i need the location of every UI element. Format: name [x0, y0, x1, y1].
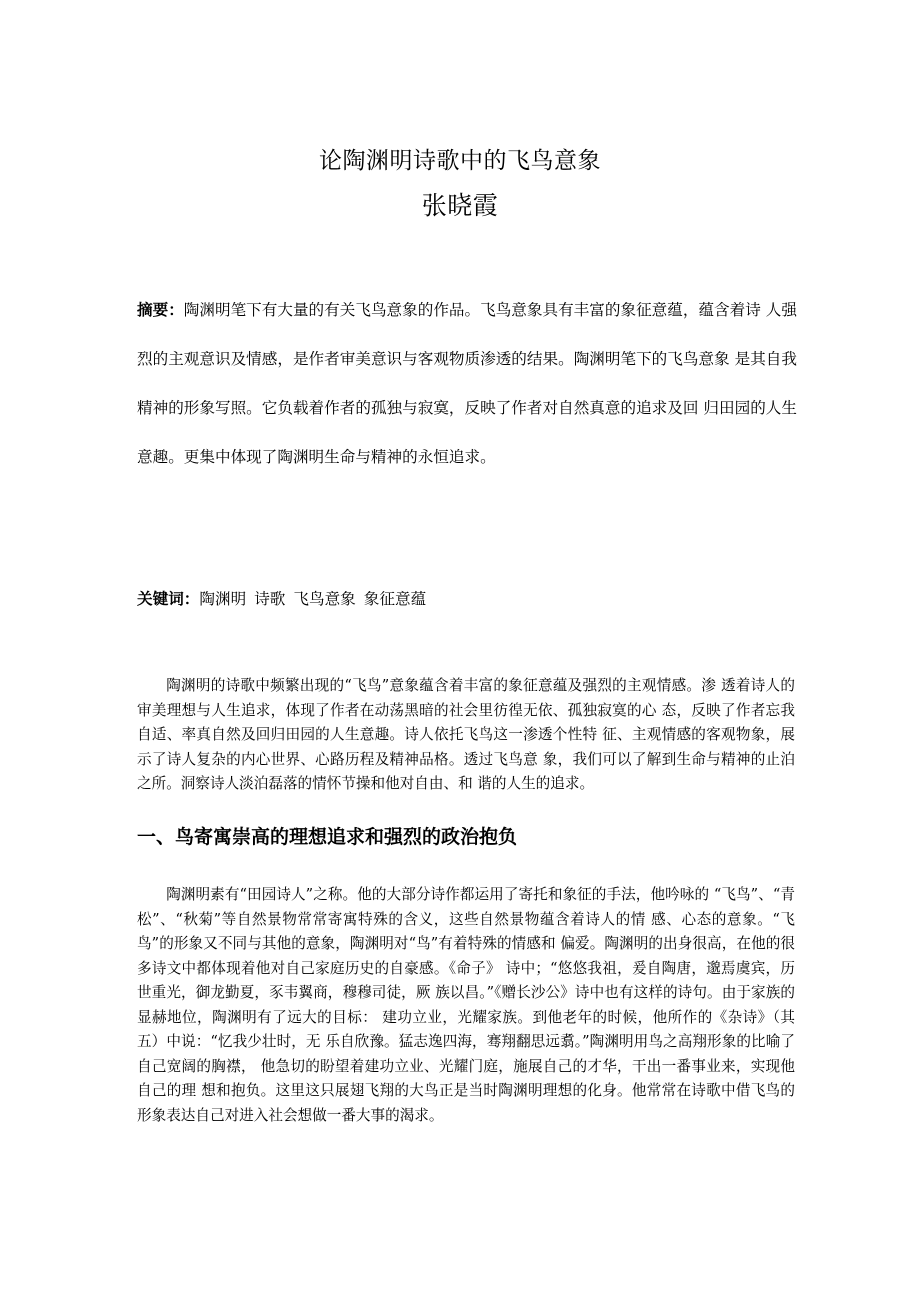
document-author: 张晓霞 — [421, 191, 499, 220]
section-paragraph: 陶渊明素有“田园诗人”之称。他的大部分诗作都运用了寄托和象征的手法，他吟咏的 “飞鸟”、“青松”、“秋菊”等自然景物常常寄寓特殊的含义，这些自然景物蕴含着诗人的情 感、心态的意象。“飞鸟”的形象又不同与其他的意象，陶渊明对“鸟”有着特殊的情感和 偏爱。陶渊明的出身很高，在他的很多诗文中都体现着他对自己家庭历史的自豪感。《命子》 诗中；“悠悠我祖，爰自陶唐，邈焉虞宾，历世重光，御龙勤夏，豕韦翼商，穆穆司徒，厥 族以昌。”《赠长沙公》诗中也有这样的诗句。由于家族的显赫地位，陶渊明有了远大的目标： 建功立业，光耀家族。到他老年的时候，他所作的《杂诗》（其五）中说：“忆我少壮时，无 乐自欣豫。猛志逸四海，骞翔翻思远翥。”陶渊明用鸟之高翔形象的比喻了自己宽阔的胸襟， 他急切的盼望着建功立业、光耀门庭，施展自己的才华，干出一番事业来，实现他自己的理 想和抱负。这里这只展翅飞翔的大鸟正是当时陶渊明理想的化身。他常常在诗歌中借飞鸟的 形象表达自己对进入社会想做一番大事的渴求。 — [137, 886, 795, 1124]
keyword-item: 陶渊明 — [199, 590, 247, 608]
document-title: 论陶渊明诗歌中的飞鸟意象 — [319, 148, 601, 174]
section-heading: 一、鸟寄寓崇高的理想追求和强烈的政治抱负 — [137, 826, 518, 848]
abstract-text: 陶渊明笔下有大量的有关飞鸟意象的作品。飞鸟意象具有丰富的象征意蕴，蕴含着诗 人强烈的主观意识及情感，是作者审美意识与客观物质渗透的结果。陶渊明笔下的飞鸟意象 是其自我精神的形象写照。它负载着作者的孤独与寂寞，反映了作者对自然真意的追求及回 归田园的人生意趣。更集中体现了陶渊明生命与精神的永恒追求。 — [137, 301, 797, 466]
keyword-item: 诗歌 — [254, 590, 286, 608]
intro-paragraph: 陶渊明的诗歌中频繁出现的“飞鸟”意象蕴含着丰富的象征意蕴及强烈的主观情感。渗 透着诗人的审美理想与人生追求，体现了作者在动荡黑暗的社会里彷徨无依、孤独寂寞的心 态，反映了作者忘我自适、率真自然及回归田园的人生意趣。诗人依托飞鸟这一渗透个性特 征、主观情感的客观物象，展示了诗人复杂的内心世界、心路历程及精神品格。透过飞鸟意 象，我们可以了解到生命与精神的止泊之所。洞察诗人淡泊磊落的情怀节操和他对自由、和 谐的人生的追求。 — [137, 677, 795, 792]
abstract-label: 摘要： — [137, 301, 184, 319]
abstract-block — [137, 286, 797, 482]
keywords-block — [137, 587, 797, 609]
keyword-item: 飞鸟意象 — [293, 590, 356, 608]
keyword-item: 象征意蕴 — [363, 590, 427, 608]
keywords-label: 关键词： — [137, 590, 200, 608]
